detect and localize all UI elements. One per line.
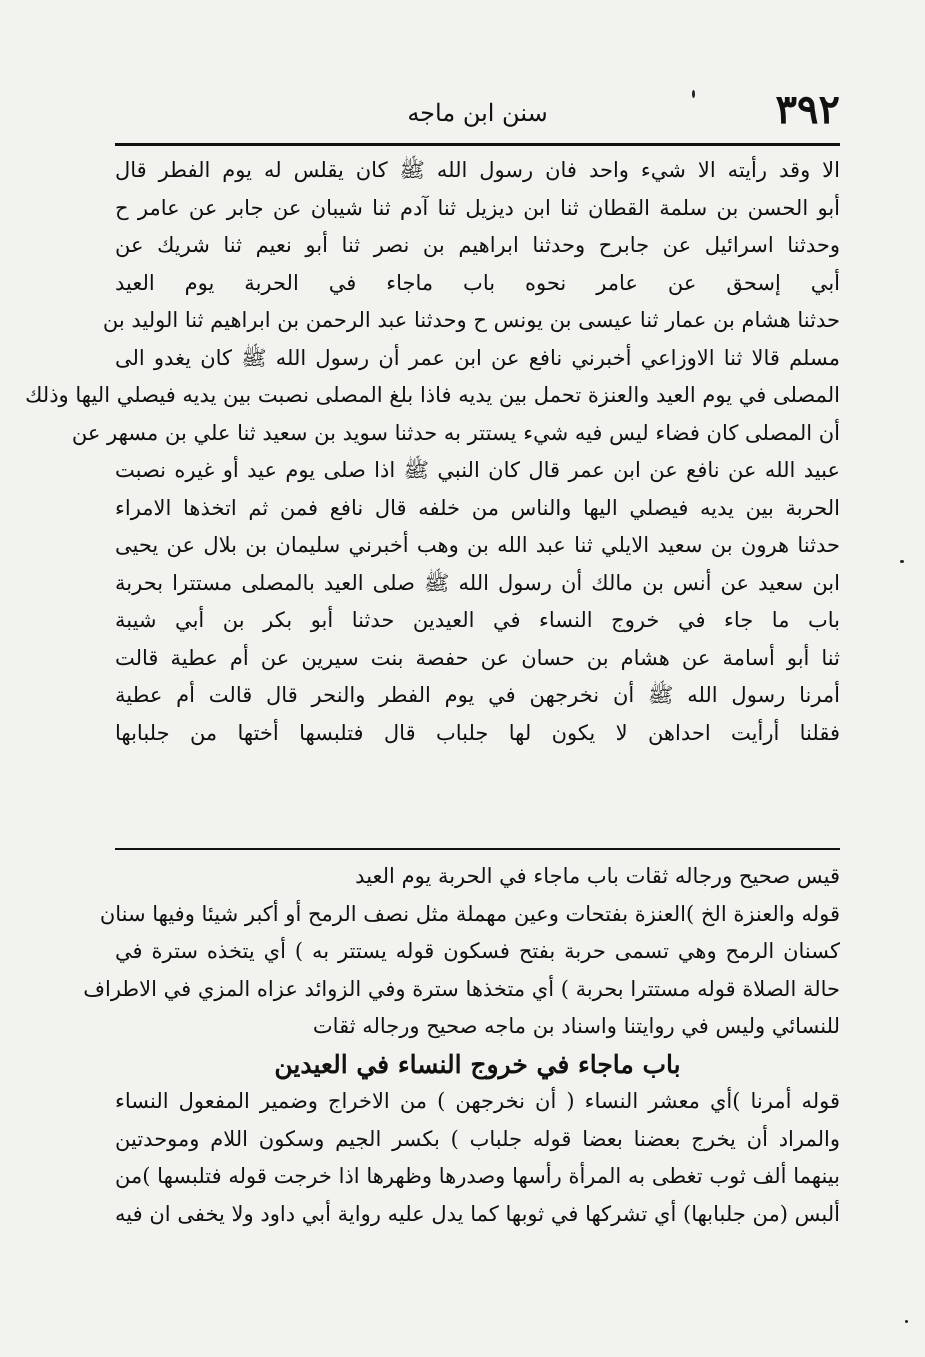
commentary-line: حالة الصلاة قوله مستترا بحربة ) أي متخذها سترة وفي الزوائد عزاه المزي في الاطراف <box>83 976 840 1001</box>
footnote-rule <box>115 848 840 850</box>
text-line: ابن سعيد عن أنس بن مالك أن رسول الله ﷺ صلى العيد بالمصلى مستترا بحربة <box>115 570 840 595</box>
text-line: حدثنا هشام بن عمار ثنا عيسى بن يونس ح وحدثنا عبد الرحمن بن ابراهيم ثنا الوليد بن <box>102 308 840 332</box>
text-line: أبي إسحق عن عامر نحوه باب ماجاء في الحربة يوم العيد <box>115 270 840 295</box>
text-line: أمرنا رسول الله ﷺ أن نخرجهن في يوم الفطر والنحر قال قالت أم عطية <box>115 683 840 707</box>
text-line: الا وقد رأيته الا شيء واحد فان رسول الله ﷺ كان يقلس له يوم الفطر قال <box>115 158 840 182</box>
text-line: الحربة بين يديه فيصلي اليها والناس من خلفه قال نافع فمن ثم اتخذها الامراء <box>115 495 840 520</box>
scan-speck <box>692 90 695 98</box>
text-line: أبو الحسن بن سلمة القطان ثنا ابن ديزيل ثنا آدم ثنا شيبان عن جابر عن عامر ح <box>115 195 840 220</box>
commentary-line: قوله والعنزة الخ )العنزة بفتحات وعين مهملة مثل نصف الرمح أو أكبر شيئا وفيها سنان <box>99 901 840 926</box>
scan-speck <box>905 1320 908 1323</box>
page-number: ٣٩٢ <box>775 86 840 133</box>
commentary-line: قيس صحيح ورجاله ثقات باب ماجاء في الحربة يوم العيد <box>355 864 840 888</box>
text-line: حدثنا هرون بن سعيد الايلي ثنا عبد الله بن وهب أخبرني سليمان بن بلال عن يحيى <box>115 533 840 557</box>
text-line: أن المصلى كان فضاء ليس فيه شيء يستتر به حدثنا سويد بن سعيد ثنا علي بن مسهر عن <box>71 420 840 445</box>
commentary-line: للنسائي وليس في روايتنا واسناد بن ماجه صحيح ورجاله ثقات <box>312 1014 840 1038</box>
commentary-line: ألبس (من جلبابها) أي تشركها في ثوبها كما يدل عليه رواية أبي داود ولا يخفى ان فيه <box>115 1201 840 1226</box>
text-line: ثنا أبو أسامة عن هشام بن حسان عن حفصة بنت سيرين عن أم عطية قالت <box>115 645 840 670</box>
commentary-line: كسنان الرمح وهي تسمى حربة بفتح فسكون قوله يستتر به ) أي يتخذه سترة في <box>115 939 840 963</box>
text-line: فقلنا أرأيت احداهن لا يكون لها جلباب قال فتلبسها أختها من جلبابها <box>115 720 840 745</box>
header-rule <box>115 143 840 146</box>
commentary-line: والمراد أن يخرج بعضنا بعضا قوله جلباب ) بكسر الجيم وسكون اللام وموحدتين <box>115 1126 840 1151</box>
commentary-line: بينهما ألف ثوب تغطى به المرأة رأسها وصدرها وظهرها اذا خرجت قوله فتلبسها )من <box>115 1164 840 1188</box>
text-line: المصلى في يوم العيد والعنزة تحمل بين يديه فاذا بلغ المصلى نصبت بين يديه فيصلي اليها وذلك <box>25 383 840 407</box>
scan-speck <box>900 560 904 563</box>
text-line: عبيد الله عن نافع عن ابن عمر قال كان النبي ﷺ اذا صلى يوم عيد أو غيره نصبت <box>115 458 840 482</box>
text-line: باب ما جاء في خروج النساء في العيدين حدثنا أبو بكر بن أبي شيبة <box>115 608 840 632</box>
commentary-line: قوله أمرنا )أي معشر النساء ( أن نخرجهن ) من الاخراج وضمير المفعول النساء <box>115 1089 840 1113</box>
running-title: سنن ابن ماجه <box>407 99 548 127</box>
commentary-block <box>83 858 840 1233</box>
hadith-text-block <box>25 152 840 752</box>
page-header <box>115 88 840 138</box>
chapter-heading: باب ماجاء في خروج النساء في العيدين <box>274 1049 681 1079</box>
text-line: وحدثنا اسرائيل عن جابرح وحدثنا ابراهيم بن نصر ثنا أبو نعيم ثنا شريك عن <box>115 233 840 257</box>
text-line: مسلم قالا ثنا الاوزاعي أخبرني نافع عن ابن عمر أن رسول الله ﷺ كان يغدو الى <box>115 345 840 370</box>
